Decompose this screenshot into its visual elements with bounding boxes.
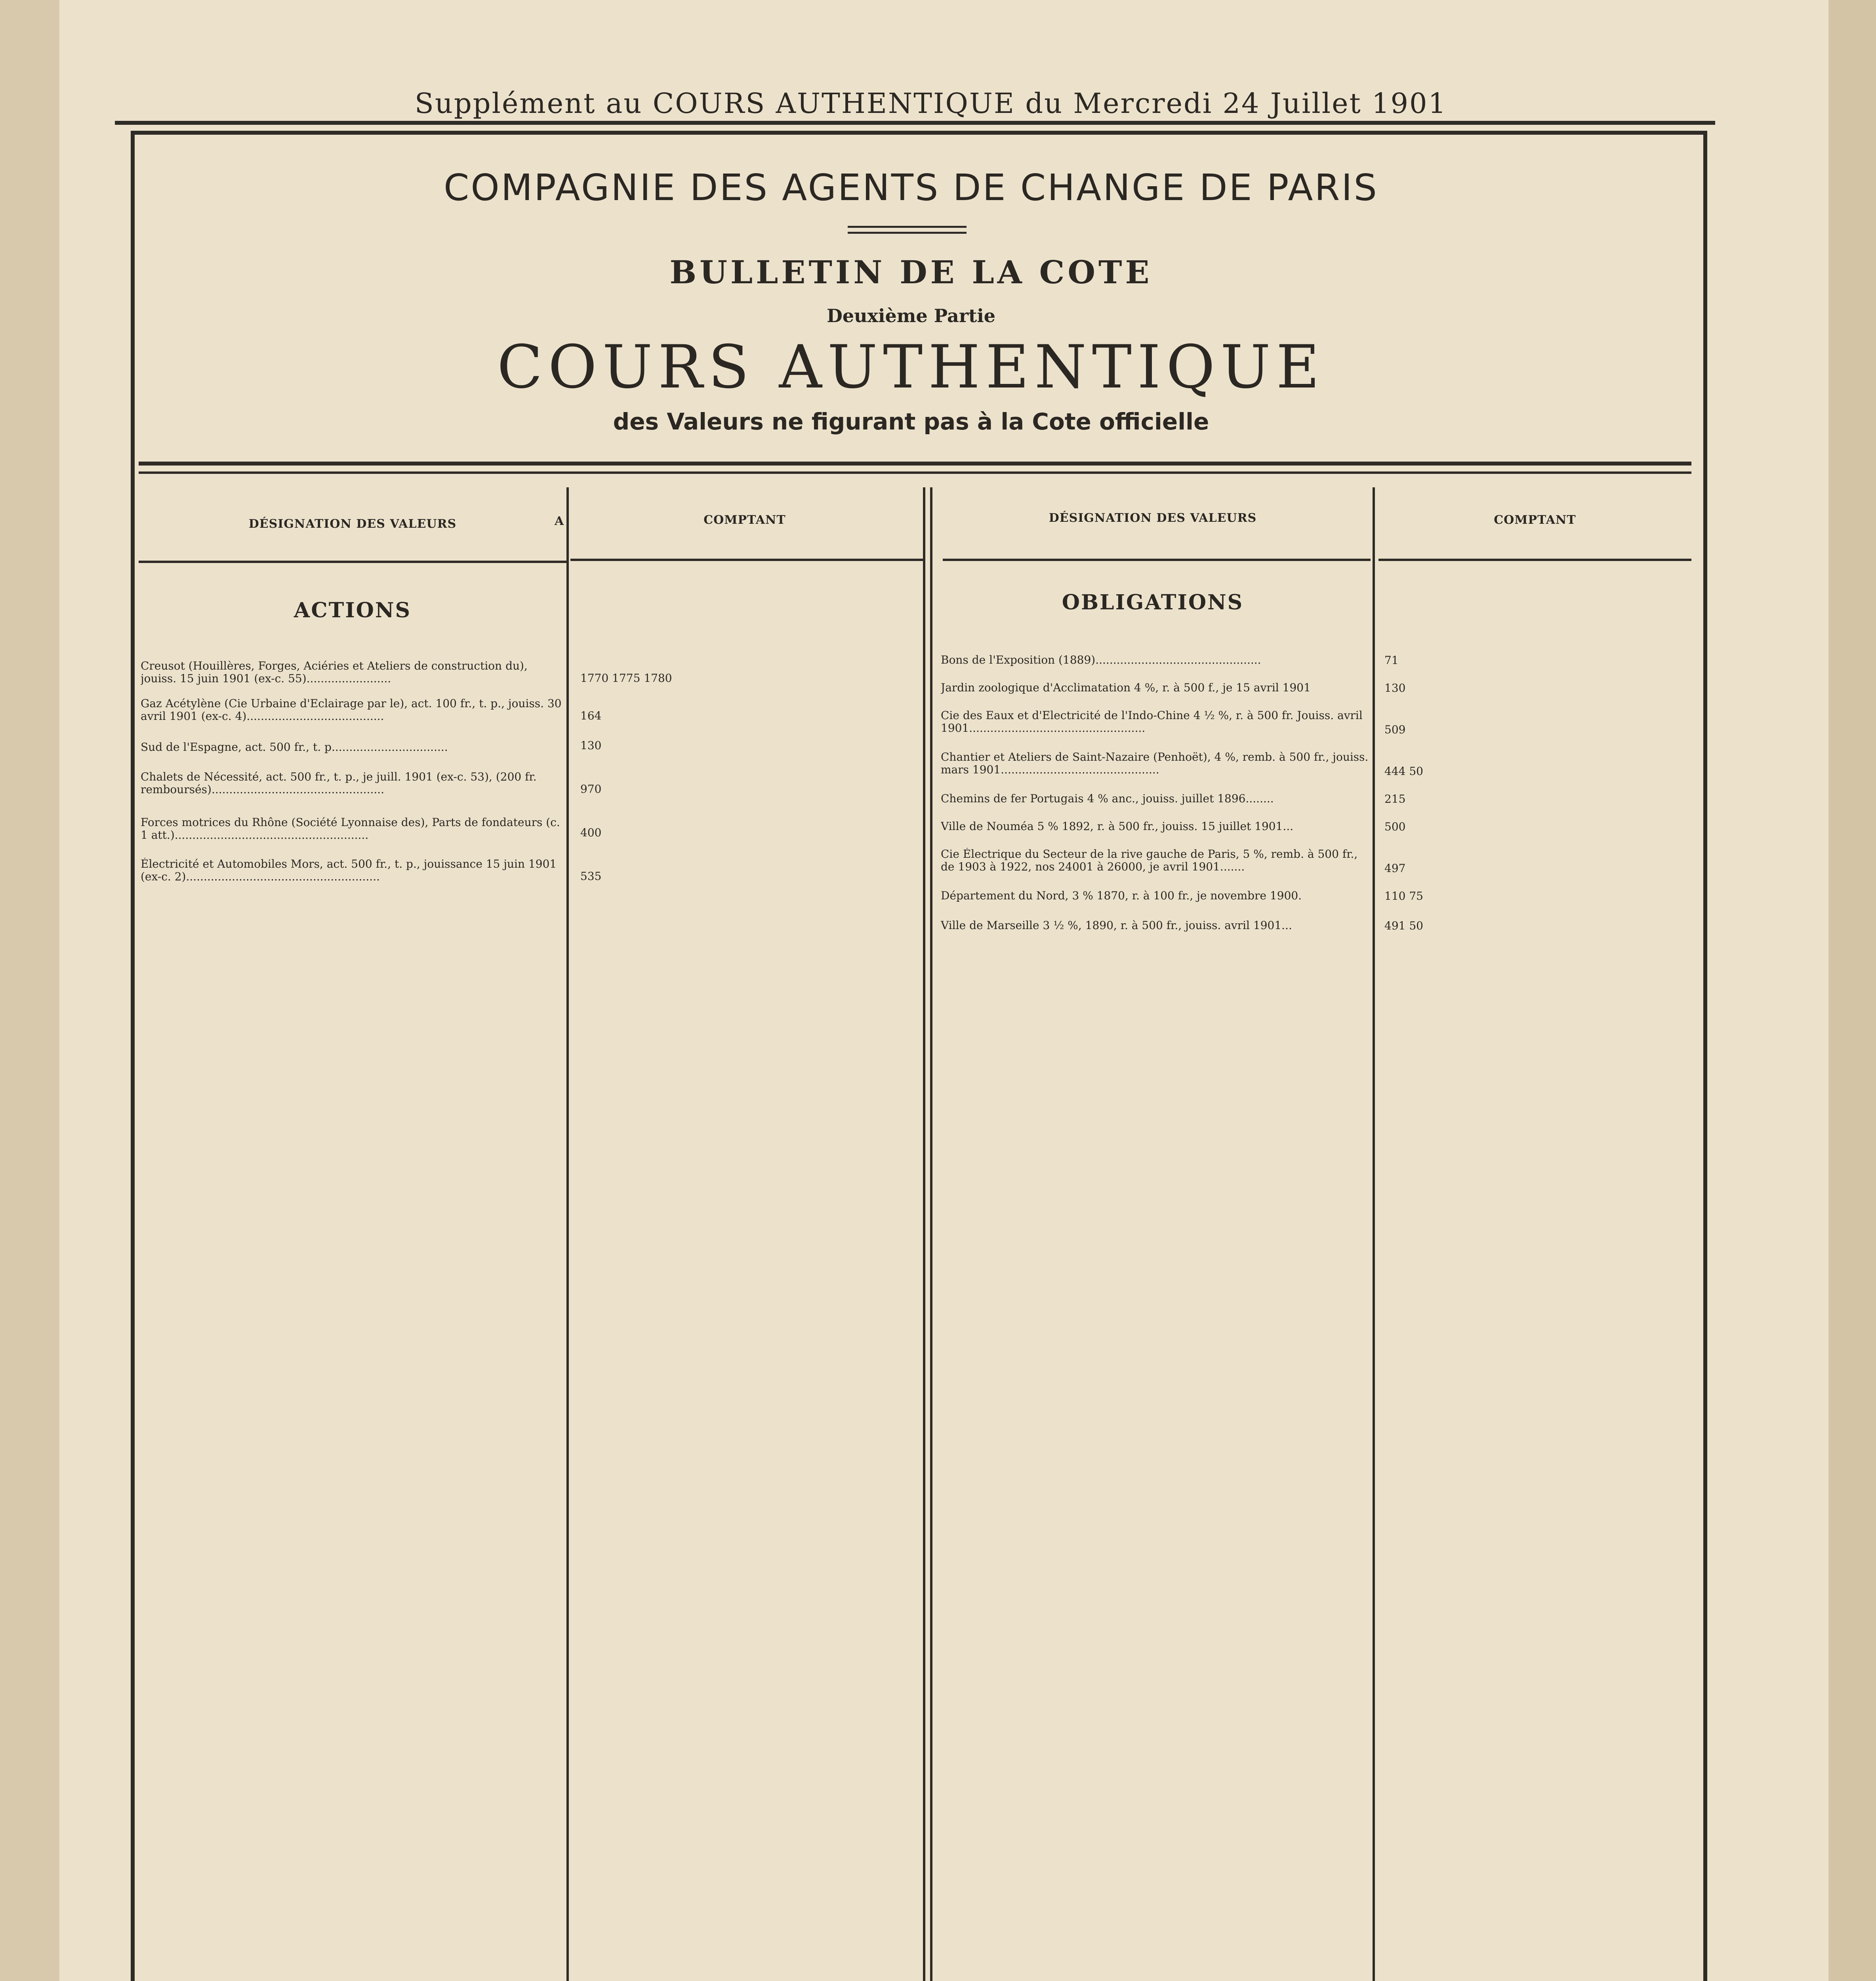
comptant-col-rule-center-a [923,487,925,1981]
obligation-row-text: Département du Nord, 3 % 1870, r. à 100 fr., je novembre 1900. [941,889,1302,902]
supplement-line: Supplément au COURS AUTHENTIQUE du Mercredi 24 Juillet 1901 [414,87,1447,120]
obligation-row-price: 497 [1384,862,1406,875]
left-designation-header: DÉSIGNATION DES VALEURS [248,517,457,531]
page-subtitle: des Valeurs ne figurant pas à la Cote officielle [613,408,1209,435]
obligation-row-price: 509 [1384,723,1406,736]
page-title: COURS AUTHENTIQUE [497,333,1325,402]
action-row-price: 400 [580,826,602,839]
obligation-row-price: 444 50 [1384,765,1423,778]
obligation-row-text: Ville de Marseille 3 ½ %, 1890, r. à 500 fr., jouiss. avril 1901... [941,919,1292,932]
action-row-price: 130 [580,739,602,752]
masthead-bottom-rule [139,462,1691,466]
actions-title: ACTIONS [294,598,412,622]
left-comptant-header: COMPTANT [704,513,786,527]
top-rule [115,121,1715,125]
comptant-col-rule-center-b [930,487,932,1981]
obligation-row-text: Ville de Nouméa 5 % 1892, r. à 500 fr., jouiss. 15 juillet 1901... [941,820,1294,833]
action-row-price: 1770 1775 1780 [580,672,672,685]
obligation-row-price: 500 [1384,820,1406,833]
book-gutter [0,0,63,1981]
left-comptant-rule [570,559,923,561]
action-row-text: Creusot (Houillères, Forges, Aciéries et Ateliers de construction du), jouiss. 15 juin 1901 (ex-c. 55)........................ [141,660,528,685]
action-row-price: 535 [580,870,602,883]
obligation-row-price: 491 50 [1384,919,1423,932]
action-row-price: 164 [580,709,602,722]
right-comptant-header: COMPTANT [1494,513,1576,527]
obligation-row-price: 110 75 [1384,889,1423,903]
partie-label: Deuxième Partie [826,305,996,326]
obligation-row-text: Cie Électrique du Secteur de la rive gauche de Paris, 5 %, remb. à 500 fr., de 1903 à 1922, nos 24001 à 26000, je avril 1901....... [941,848,1358,873]
company-name: COMPAGNIE DES AGENTS DE CHANGE DE PARIS [444,166,1378,209]
obligation-row-price: 130 [1384,681,1406,695]
right-header-rule [943,559,1371,561]
masthead-divider-2 [848,232,967,234]
obligations-title: OBLIGATIONS [1062,590,1244,615]
bulletin-title: BULLETIN DE LA COTE [669,254,1153,291]
left-header-rule [139,561,566,563]
action-row-text: Forces motrices du Rhône (Société Lyonnaise des), Parts de fondateurs (c. 1 att.)....................................................... [141,816,560,842]
page-edge [1828,0,1876,1981]
comptant-col-rule-1 [566,487,569,1981]
obligation-row-text: Chemins de fer Portugais 4 % anc., jouiss. juillet 1896........ [941,792,1274,805]
action-row-text: Sud de l'Espagne, act. 500 fr., t. p................................. [141,741,448,754]
right-designation-header: DÉSIGNATION DES VALEURS [1049,511,1257,525]
obligation-row-text: Bons de l'Exposition (1889)............................................... [941,654,1261,666]
obligation-row-text: Chantier et Ateliers de Saint-Nazaire (Penhoët), 4 %, remb. à 500 fr., jouiss. mars 1901............................................. [941,751,1369,776]
masthead-bottom-rule-2 [139,471,1691,474]
action-row-text: Chalets de Nécessité, act. 500 fr., t. p., je juill. 1901 (ex-c. 53), (200 fr. remboursés)................................................. [141,771,537,796]
comptant-col-rule-3 [1373,487,1375,1981]
masthead-divider [848,226,967,228]
obligation-row-text: Jardin zoologique d'Acclimatation 4 %, r. à 500 f., je 15 avril 1901 [941,681,1311,694]
obligation-row-price: 71 [1384,654,1399,667]
action-row-text: Électricité et Automobiles Mors, act. 500 fr., t. p., jouissance 15 juin 1901 (ex-c. 2)....................................................... [141,858,557,883]
obligation-row-text: Cie des Eaux et d'Electricité de l'Indo-Chine 4 ½ %, r. à 500 fr. Jouiss. avril 1901.................................................. [941,709,1363,735]
action-row-text: Gaz Acétylène (Cie Urbaine d'Eclairage par le), act. 100 fr., t. p., jouiss. 30 avril 1901 (ex-c. 4)....................................... [141,697,562,723]
left-marker-a: A [555,514,564,528]
obligation-row-price: 215 [1384,792,1406,805]
right-comptant-rule [1378,559,1691,561]
action-row-price: 970 [580,782,602,796]
